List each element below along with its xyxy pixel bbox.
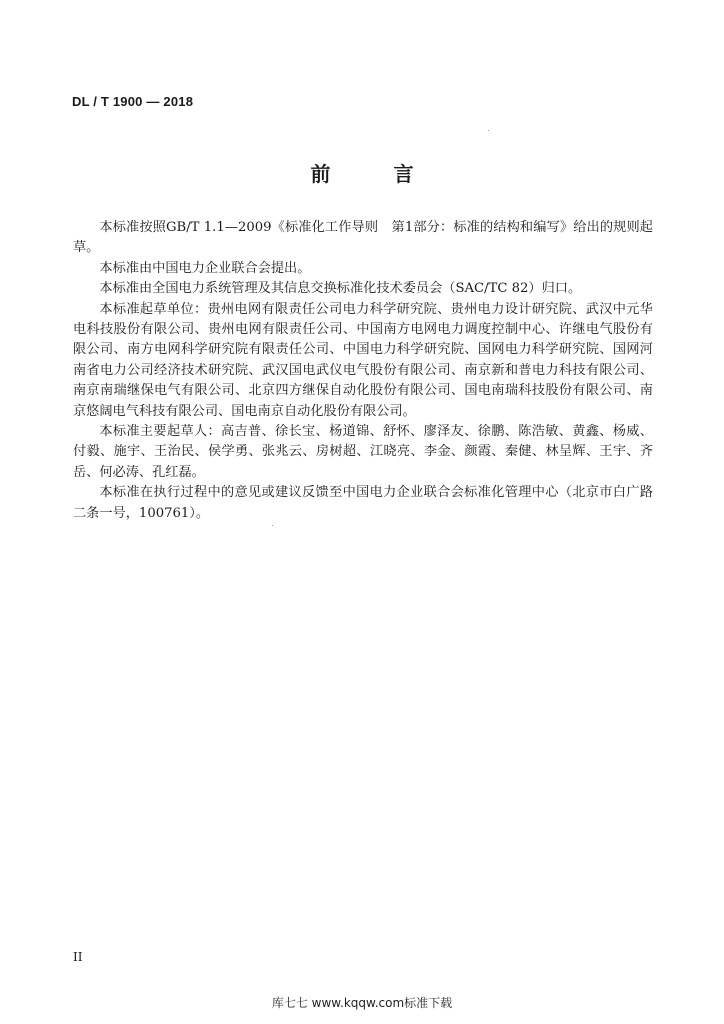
scan-speck: [272, 525, 273, 526]
page-number: II: [73, 950, 83, 964]
paragraph-drafters: 本标准主要起草人：高吉普、徐长宝、杨道锦、舒怀、廖泽友、徐鹏、陈浩敏、黄鑫、杨威、付毅、施宇、王治民、侯学勇、张兆云、房树超、江晓亮、李金、颜霞、秦健、林呈辉、王宇、齐岳、何必涛、孔红磊。: [73, 424, 653, 480]
paragraph-proposer: 本标准由中国电力企业联合会提出。: [99, 260, 311, 276]
scan-speck: [488, 130, 489, 131]
paragraph-feedback: 本标准在执行过程中的意见或建议反馈至中国电力企业联合会标准化管理中心（北京市白广路二条一号，100761）。: [73, 485, 653, 521]
paragraph-drafting-units: 本标准起草单位：贵州电网有限责任公司电力科学研究院、贵州电力设计研究院、武汉中元华电科技股份有限公司、贵州电网有限责任公司、中国南方电网电力调度控制中心、许继电气股份有限公司、南方电网科学研究院有限责任公司、中国电力科学研究院、国网电力科学研究院、国网河南省电力公司经济技术研究院、武汉国电武仪电气股份有限公司、南京新和普电力科技有限公司、南京南瑞继保电气有限公司、北京四方继保自动化股份有限公司、国电南瑞科技股份有限公司、南京悠阔电气科技有限公司、国电南京自动化股份有限公司。: [73, 301, 653, 419]
foreword-body: [73, 218, 653, 524]
page-title: 前 言: [310, 162, 442, 186]
standard-code: DL / T 1900 — 2018: [72, 94, 194, 109]
footer-watermark: 库七七 www.kqqw.com标准下载: [271, 996, 453, 1010]
paragraph-committee: 本标准由全国电力系统管理及其信息交换标准化技术委员会（SAC/TC 82）归口。: [99, 281, 582, 297]
paragraph-drafting-rules: 本标准按照GB/T 1.1—2009《标准化工作导则 第1部分：标准的结构和编写》给出的规则起草。: [73, 220, 653, 256]
